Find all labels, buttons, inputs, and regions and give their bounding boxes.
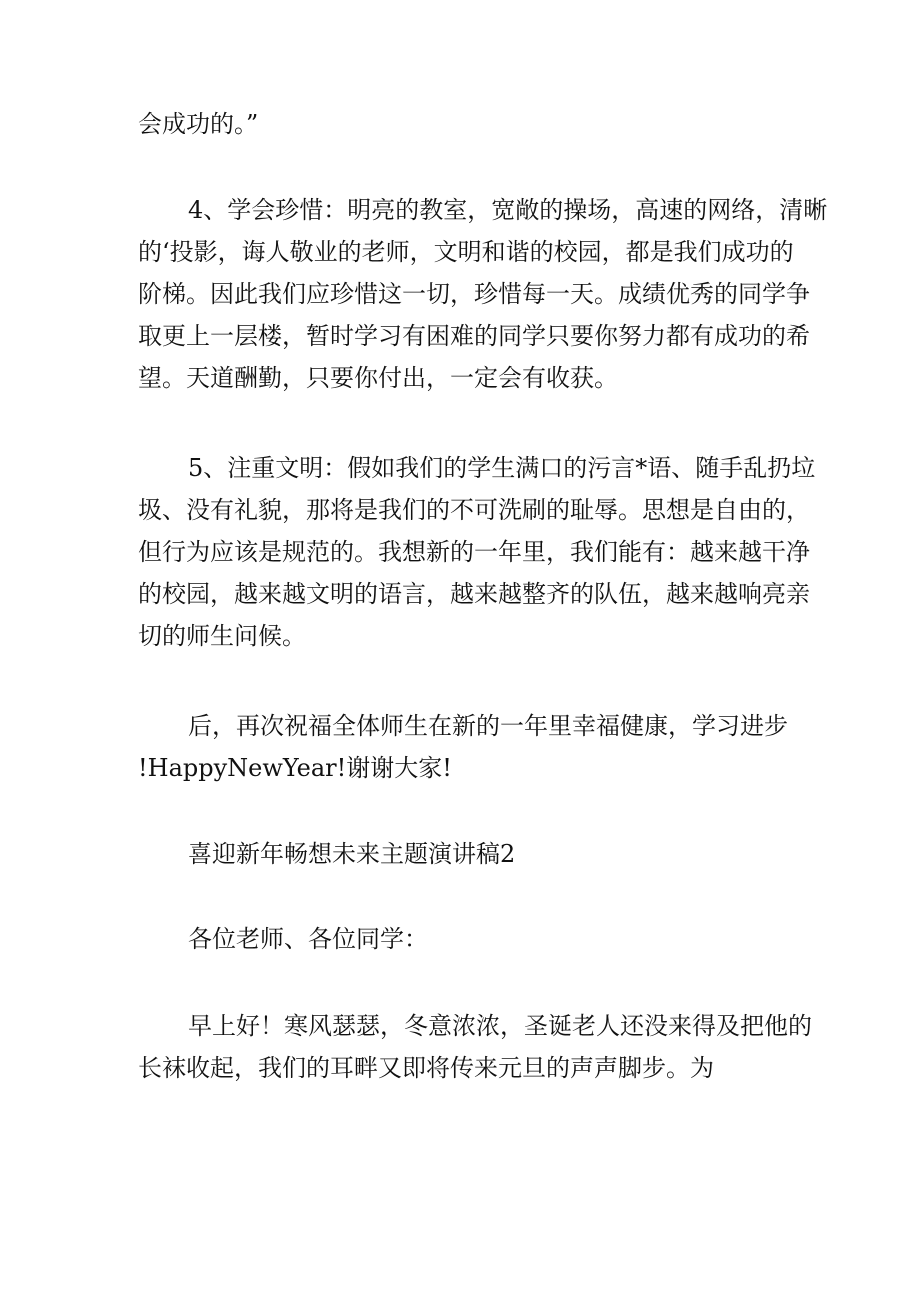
paragraph-cherish — [138, 189, 828, 399]
heading-line: 喜迎新年畅想未来主题演讲稿2 — [188, 840, 516, 868]
text-line: 各位老师、各位同学： — [188, 925, 428, 953]
paragraph-civility — [138, 447, 816, 657]
text-line: 圾、没有礼貌，那将是我们的不可洗刷的耻辱。思想是自由的， — [138, 496, 810, 524]
text-line: 后，再次祝福全体师生在新的一年里幸福健康，学习进步 — [188, 712, 788, 740]
text-line: 长袜收起，我们的耳畔又即将传来元旦的声声脚步。为 — [138, 1054, 714, 1082]
paragraph-closing-quote — [138, 103, 798, 145]
text-line: 阶梯。因此我们应珍惜这一切，珍惜每一天。成绩优秀的同学争 — [138, 280, 810, 308]
text-line: !HappyNewYear!谢谢大家! — [138, 754, 452, 782]
speech-title — [138, 833, 798, 875]
text-line: 早上好！寒风瑟瑟，冬意浓浓，圣诞老人还没来得及把他的 — [188, 1012, 812, 1040]
text-line: 取更上一层楼，暂时学习有困难的同学只要你努力都有成功的希 — [138, 322, 810, 350]
text-line: 但行为应该是规范的。我想新的一年里，我们能有：越来越干净 — [138, 538, 810, 566]
text-line: 切的师生问候。 — [138, 622, 306, 650]
text-line: 望。天道酬勤，只要你付出，一定会有收获。 — [138, 364, 618, 392]
text-line: 5、注重文明：假如我们的学生满口的污言*语、随手乱扔垃 — [188, 454, 816, 482]
text-line: 4、学会珍惜：明亮的教室，宽敞的操场，高速的网络，清晰 — [188, 196, 828, 224]
paragraph-morning — [138, 1005, 812, 1089]
text-line: 的‘投影，诲人敬业的老师，文明和谐的校园，都是我们成功的 — [138, 238, 794, 266]
text-line: 的校园，越来越文明的语言，越来越整齐的队伍，越来越响亮亲 — [138, 580, 810, 608]
greeting — [138, 918, 798, 960]
paragraph-blessing — [138, 705, 798, 789]
text-line: 会成功的。” — [138, 110, 259, 138]
